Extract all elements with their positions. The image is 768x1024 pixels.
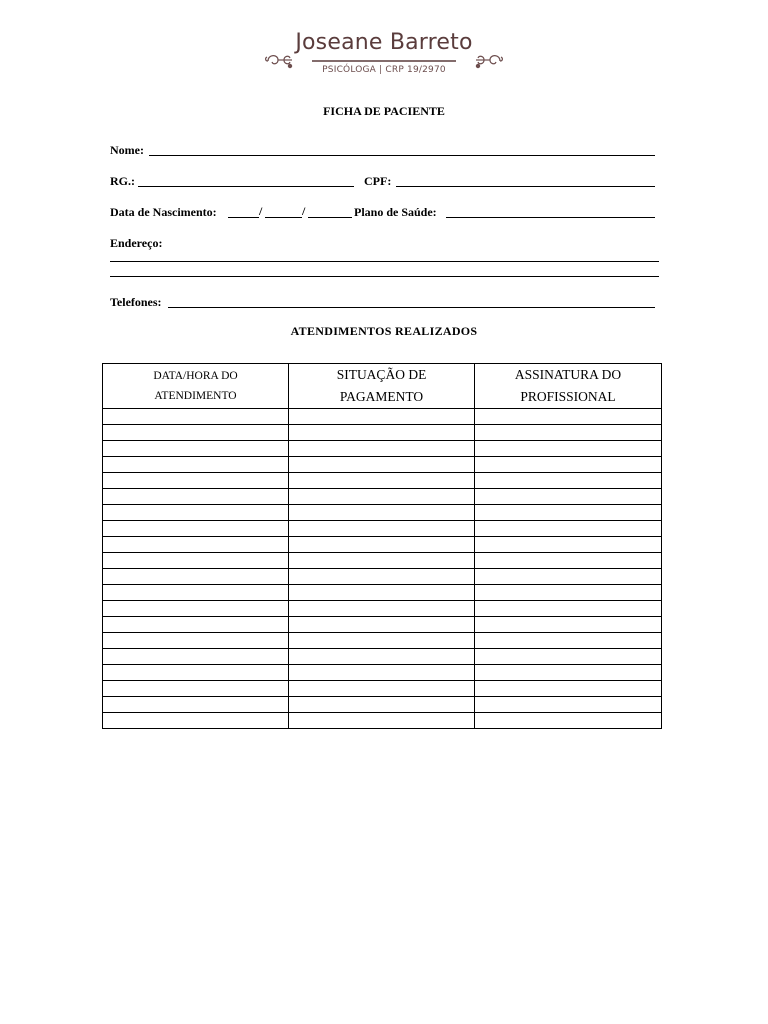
data-hora-cell[interactable] bbox=[103, 697, 289, 713]
table-row bbox=[103, 649, 662, 665]
table-row bbox=[103, 457, 662, 473]
situacao-cell[interactable] bbox=[289, 425, 475, 441]
situacao-cell[interactable] bbox=[289, 441, 475, 457]
header-situacao-line2: PAGAMENTO bbox=[339, 389, 424, 404]
table-row bbox=[103, 585, 662, 601]
situacao-cell[interactable] bbox=[289, 489, 475, 505]
assinatura-cell[interactable] bbox=[475, 457, 662, 473]
data-hora-cell[interactable] bbox=[103, 585, 289, 601]
assinatura-cell[interactable] bbox=[475, 713, 662, 729]
assinatura-cell[interactable] bbox=[475, 473, 662, 489]
assinatura-cell[interactable] bbox=[475, 521, 662, 537]
assinatura-cell[interactable] bbox=[475, 489, 662, 505]
birth-year-line[interactable] bbox=[308, 217, 352, 218]
assinatura-cell[interactable] bbox=[475, 441, 662, 457]
table-row bbox=[103, 681, 662, 697]
data-hora-cell[interactable] bbox=[103, 617, 289, 633]
table-row bbox=[103, 409, 662, 425]
table-row bbox=[103, 713, 662, 729]
telefones-field-line[interactable] bbox=[168, 307, 655, 308]
assinatura-cell[interactable] bbox=[475, 665, 662, 681]
atendimentos-table bbox=[102, 363, 662, 729]
data-hora-cell[interactable] bbox=[103, 681, 289, 697]
data-hora-cell[interactable] bbox=[103, 601, 289, 617]
form-title: FICHA DE PACIENTE bbox=[323, 104, 445, 118]
data-hora-cell[interactable] bbox=[103, 489, 289, 505]
logo bbox=[262, 28, 506, 86]
header-assinatura bbox=[475, 364, 662, 409]
data-hora-cell[interactable] bbox=[103, 505, 289, 521]
rg-label: RG.: bbox=[110, 174, 135, 188]
data-hora-cell[interactable] bbox=[103, 473, 289, 489]
table-row bbox=[103, 553, 662, 569]
cpf-label: CPF: bbox=[364, 174, 392, 188]
table-row bbox=[103, 521, 662, 537]
data-hora-cell[interactable] bbox=[103, 457, 289, 473]
assinatura-cell[interactable] bbox=[475, 681, 662, 697]
situacao-cell[interactable] bbox=[289, 537, 475, 553]
data-hora-cell[interactable] bbox=[103, 569, 289, 585]
table-body bbox=[103, 409, 662, 729]
endereco-line-2[interactable] bbox=[110, 276, 659, 277]
assinatura-cell[interactable] bbox=[475, 617, 662, 633]
assinatura-cell[interactable] bbox=[475, 649, 662, 665]
situacao-cell[interactable] bbox=[289, 585, 475, 601]
nome-label: Nome: bbox=[110, 143, 144, 157]
date-slash-1: / bbox=[259, 204, 263, 218]
date-slash-2: / bbox=[302, 204, 306, 218]
birth-day-line[interactable] bbox=[228, 217, 259, 218]
header-data-hora bbox=[103, 364, 289, 409]
header-situacao-line1: SITUAÇÃO DE bbox=[336, 367, 427, 382]
data-hora-cell[interactable] bbox=[103, 553, 289, 569]
situacao-cell[interactable] bbox=[289, 713, 475, 729]
header-data-hora-line1: DATA/HORA DO bbox=[153, 370, 238, 382]
data-hora-cell[interactable] bbox=[103, 665, 289, 681]
endereco-line-1[interactable] bbox=[110, 261, 659, 262]
table-header-row bbox=[103, 364, 662, 409]
nome-field-line[interactable] bbox=[149, 155, 655, 156]
data-hora-cell[interactable] bbox=[103, 521, 289, 537]
table-row bbox=[103, 537, 662, 553]
table-row bbox=[103, 441, 662, 457]
table-row bbox=[103, 601, 662, 617]
situacao-cell[interactable] bbox=[289, 697, 475, 713]
data-hora-cell[interactable] bbox=[103, 441, 289, 457]
table-row bbox=[103, 569, 662, 585]
assinatura-cell[interactable] bbox=[475, 553, 662, 569]
plano-field-line[interactable] bbox=[446, 217, 655, 218]
nascimento-label: Data de Nascimento: bbox=[110, 205, 217, 219]
data-hora-cell[interactable] bbox=[103, 713, 289, 729]
situacao-cell[interactable] bbox=[289, 681, 475, 697]
assinatura-cell[interactable] bbox=[475, 537, 662, 553]
situacao-cell[interactable] bbox=[289, 521, 475, 537]
cpf-field-line[interactable] bbox=[396, 186, 655, 187]
plano-label: Plano de Saúde: bbox=[354, 205, 437, 219]
data-hora-cell[interactable] bbox=[103, 633, 289, 649]
table-row bbox=[103, 617, 662, 633]
data-hora-cell[interactable] bbox=[103, 537, 289, 553]
table-row bbox=[103, 489, 662, 505]
table-row bbox=[103, 505, 662, 521]
assinatura-cell[interactable] bbox=[475, 585, 662, 601]
situacao-cell[interactable] bbox=[289, 617, 475, 633]
data-hora-cell[interactable] bbox=[103, 409, 289, 425]
assinatura-cell[interactable] bbox=[475, 569, 662, 585]
situacao-cell[interactable] bbox=[289, 553, 475, 569]
header-data-hora-line2: ATENDIMENTO bbox=[154, 390, 237, 402]
header-assinatura-line2: PROFISSIONAL bbox=[520, 389, 616, 404]
endereco-label: Endereço: bbox=[110, 236, 163, 250]
assinatura-cell[interactable] bbox=[475, 633, 662, 649]
section-title: ATENDIMENTOS REALIZADOS bbox=[290, 324, 478, 338]
assinatura-cell[interactable] bbox=[475, 505, 662, 521]
situacao-cell[interactable] bbox=[289, 633, 475, 649]
situacao-cell[interactable] bbox=[289, 601, 475, 617]
rg-field-line[interactable] bbox=[138, 186, 354, 187]
table-row bbox=[103, 473, 662, 489]
situacao-cell[interactable] bbox=[289, 649, 475, 665]
header-situacao bbox=[289, 364, 475, 409]
assinatura-cell[interactable] bbox=[475, 409, 662, 425]
data-hora-cell[interactable] bbox=[103, 649, 289, 665]
situacao-cell[interactable] bbox=[289, 665, 475, 681]
table-row bbox=[103, 697, 662, 713]
assinatura-cell[interactable] bbox=[475, 425, 662, 441]
assinatura-cell[interactable] bbox=[475, 697, 662, 713]
situacao-cell[interactable] bbox=[289, 505, 475, 521]
logo-subtitle: PSICÓLOGA | CRP 19/2970 bbox=[322, 65, 446, 75]
assinatura-cell[interactable] bbox=[475, 601, 662, 617]
logo-name: Joseane Barreto bbox=[295, 30, 473, 55]
situacao-cell[interactable] bbox=[289, 473, 475, 489]
header-assinatura-line1: ASSINATURA DO bbox=[514, 367, 622, 382]
data-hora-cell[interactable] bbox=[103, 425, 289, 441]
table-row bbox=[103, 633, 662, 649]
situacao-cell[interactable] bbox=[289, 569, 475, 585]
situacao-cell[interactable] bbox=[289, 409, 475, 425]
situacao-cell[interactable] bbox=[289, 457, 475, 473]
table-row bbox=[103, 665, 662, 681]
telefones-label: Telefones: bbox=[110, 295, 162, 309]
birth-month-line[interactable] bbox=[265, 217, 302, 218]
table-row bbox=[103, 425, 662, 441]
